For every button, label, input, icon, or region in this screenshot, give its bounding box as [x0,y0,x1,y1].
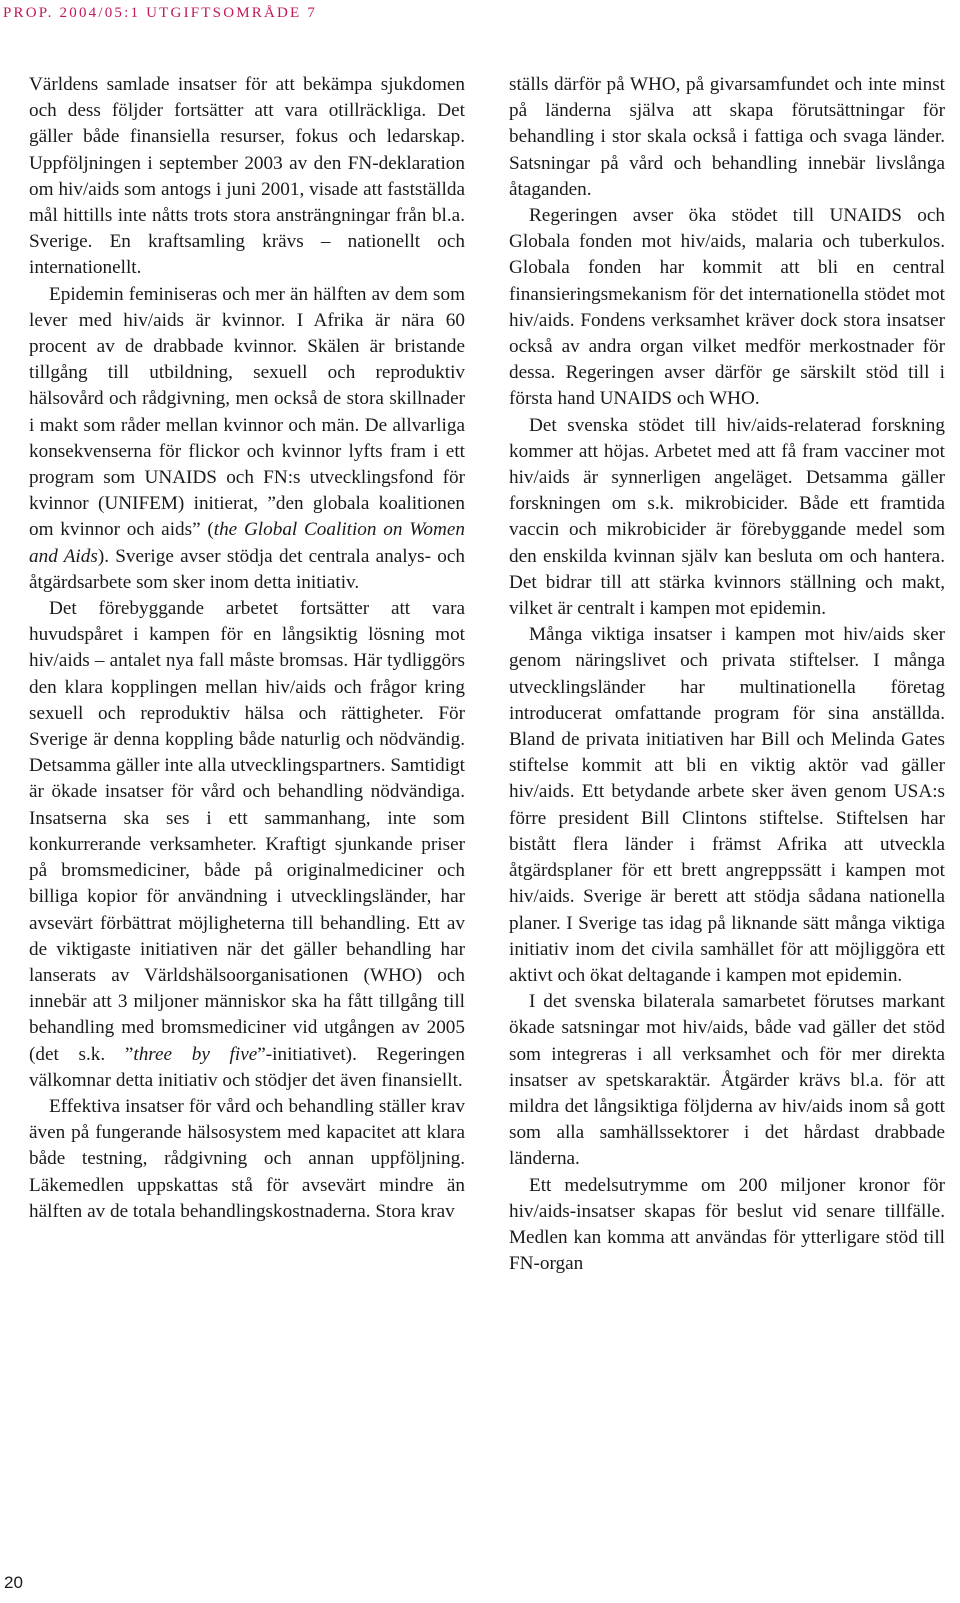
paragraph-text: ”-initiativet). Regeringen välkomnar detta initiativ och stödjer det även finansiellt. [29,1043,465,1091]
paragraph: Effektiva insatser för vård och behandling ställer krav även på fungerande hälsosystem med kapacitet att klara både testning, rådgivning och annan uppföljning. Läkemedlen uppskattas stå för avsevärt mindre än hälften av de totala behandlingskostnaderna. Stora krav [29,1095,465,1222]
emphasis-text: the Global Coalition on Women and Aids [29,519,465,567]
right-column [509,72,945,1277]
paragraph: Regeringen avser öka stödet till UNAIDS och Globala fonden mot hiv/aids, malaria och tuberkulos. Globala fonden har kommit att bli en central finansieringsmekanism för det internationella stödet mot hiv/aids. Fondens verksamhet kräver dock stora insatser också av andra organ vilket medför merkostnader för dessa. Regeringen avser därför ge särskilt stöd till i första hand UNAIDS och WHO. [509,205,945,410]
left-column [29,72,465,1225]
running-header [0,0,960,40]
paragraph: Ett medelsutrymme om 200 miljoner kronor för hiv/aids-insatser skapas för beslut vid senare tillfälle. Medlen kan komma att användas för ytterligare stöd till FN-organ [509,1174,945,1275]
paragraph-text: Det förebyggande arbetet fortsätter att vara huvudspåret i kampen för en långsiktig lösning mot hiv/aids – antalet nya fall måste bromsas. Här tydliggörs den klara kopplingen mellan hiv/aids och frågor kring sexuell och reproduktiv hälsa och rättigheter. För Sverige är denna koppling både naturlig och nödvändig. Detsamma gäller inte alla utvecklingspartners. Samtidigt är ökade insatser för vård och behandling nödvändiga. Insatserna ska ses i ett sammanhang, inte som konkurrerande verksamheter. Kraftigt sjunkande priser på bromsmediciner, både på originalmediciner och billiga kopior för användning i utvecklingsländer, har avsevärt förbättrat möjligheterna till behandling. Ett av de viktigaste initiativen när det gäller behandling har lanserats av Världshälsoorganisationen (WHO) och innebär att 3 miljoner människor ska ha fått tillgång till behandling med bromsmediciner vid utgången av 2005 (det s.k. ” [29,598,465,1065]
paragraph-text: ). Sverige avser stödja det centrala analys- och åtgärdsarbete som sker inom detta initiativ. [29,545,465,593]
page-number: 20 [4,1573,23,1592]
paragraph: ställs därför på WHO, på givarsamfundet och inte minst på länderna själva att skapa förutsättningar för behandling i stor skala också i fattiga och svaga länder. Satsningar på vård och behandling innebär livslånga åtaganden. [509,74,945,200]
paragraph: Många viktiga insatser i kampen mot hiv/aids sker genom näringslivet och privata stiftelser. I många utvecklingsländer har multinationella företag introducerat omfattande program för sina anställda. Bland de privata initiativen har Bill och Melinda Gates stiftelse kommit att bli en viktig aktör vad gäller hiv/aids. Ett betydande arbete sker även genom USA:s förre president Bill Clintons stiftelse. Stiftelsen har bistått flera länder i främst Afrika att utveckla åtgärdsplaner för ett brett angreppssätt i kampen mot hiv/aids. Sverige är berett att stödja sådana nationella planer. I Sverige tas idag på liknande sätt många viktiga initiativ inom det civila samhället för att möjliggöra ett aktivt och ökat deltagande i kampen mot epidemin. [509,624,945,986]
paragraph-text: Epidemin feminiseras och mer än hälften av dem som lever med hiv/aids är kvinnor. I Afrika är nära 60 procent av de drabbade kvinnor. Skälen är bristande tillgång till utbildning, sexuell och reproduktiv hälsovård och rådgivning, men också de stora skillnader i makt som råder mellan kvinnor och män. De allvarliga konsekvenserna för flickor och kvinnor lyfts fram i ett program som UNAIDS och FN:s utvecklingsfond för kvinnor (UNIFEM) initierat, ”den globala koalitionen om kvinnor och aids” ( [29,283,465,541]
paragraph [29,596,465,1094]
paragraph: Världens samlade insatser för att bekämpa sjukdomen och dess följder fortsätter att vara otillräckliga. Det gäller både finansiella resurser, fokus och ledarskap. Uppföljningen i september 2003 av den FN-deklaration om hiv/aids som antogs i juni 2001, visade att fastställda mål hittills inte nåtts trots stora ansträngningar från bl.a. Sverige. En kraftsamling krävs – nationellt och internationellt. [29,74,465,279]
paragraph: Det svenska stödet till hiv/aids-relaterad forskning kommer att höjas. Arbetet med att få fram vacciner mot hiv/aids är synnerligen angeläget. Detsamma gäller forskningen om s.k. mikrobicider. Både ett framtida vaccin och mikrobicider är förebyggande medel som den enskilda kvinnan själv kan besluta om och hantera. Det bidrar till att stärka kvinnors ställning och makt, vilket är centralt i kampen mot epidemin. [509,414,945,620]
paragraph: I det svenska bilaterala samarbetet förutses markant ökade satsningar mot hiv/aids, både vad gäller det stöd som integreras i all verksamhet och för mer direkta insatser av spetskaraktär. Åtgärder krävs bl.a. för att mildra det långsiktiga följderna av hiv/aids inom så gott som alla samhällssektorer i det hårdast drabbade länderna. [509,991,945,1170]
emphasis-text: three by five [133,1043,258,1065]
header-text: PROP. 2004/05:1 UTGIFTSOMRÅDE 7 [3,5,318,21]
paragraph [29,282,465,596]
